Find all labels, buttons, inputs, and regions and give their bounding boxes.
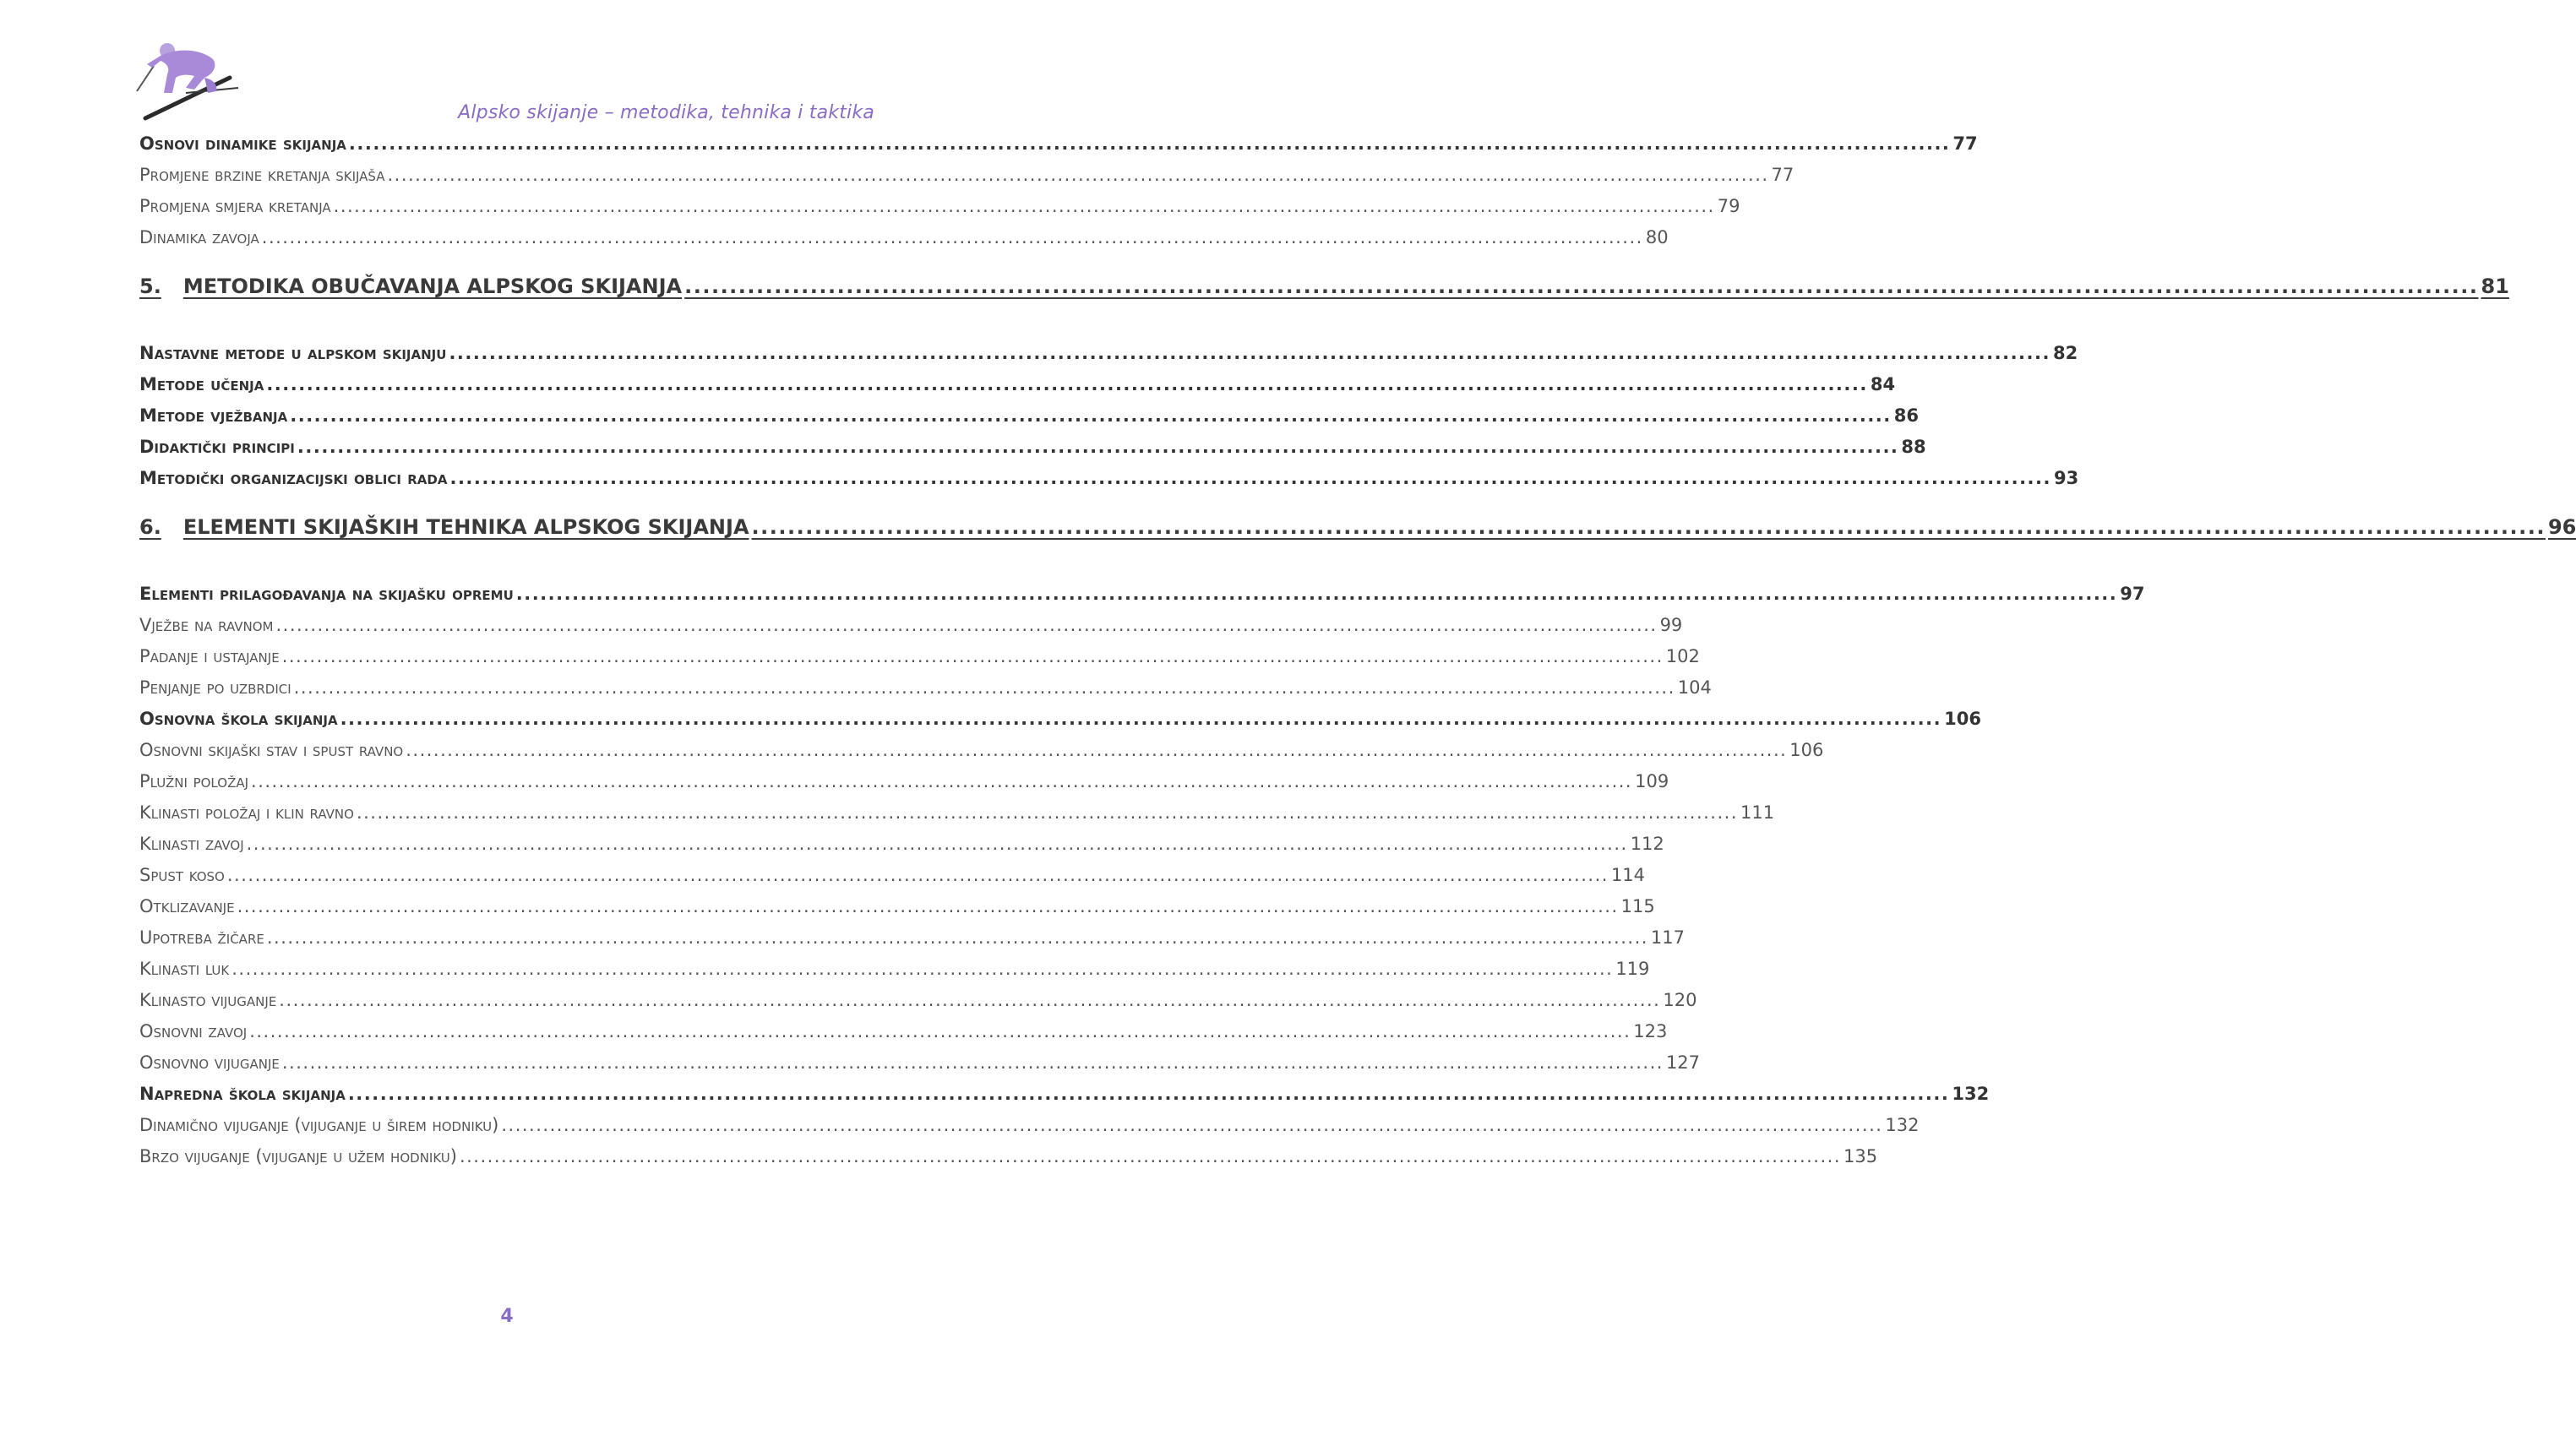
toc-label: Napredna škola skijanja — [139, 1084, 346, 1104]
toc-label: Plužni položaj — [139, 771, 249, 791]
toc-entry — [139, 1115, 1920, 1135]
toc-label: Elementi prilagođavanja na skijašku opremu — [139, 584, 514, 604]
toc-page-number: 84 — [1870, 374, 1896, 394]
toc-page-number: 115 — [1620, 896, 1655, 916]
toc-entry — [139, 740, 1824, 760]
toc-entry — [139, 584, 2145, 604]
toc-label: Penjanje po uzbrdici — [139, 677, 291, 698]
toc-label: Padanje i ustajanje — [139, 646, 280, 666]
toc-page-number: 119 — [1615, 959, 1650, 979]
toc-entry — [139, 709, 1981, 729]
toc-page-number: 106 — [1789, 740, 1824, 760]
header-title: Alpsko skijanje – metodika, tehnika i taktika — [458, 102, 874, 123]
toc-entry — [139, 990, 1697, 1010]
toc-entry — [139, 1052, 1701, 1073]
toc-label: Osnovni skijaški stav i spust ravno — [139, 740, 404, 760]
toc-label: Metodički organizacijski oblici rada — [139, 468, 448, 488]
toc-label: Metode vježbanja — [139, 405, 288, 426]
toc-page-number: 109 — [1635, 771, 1669, 791]
toc-page-number: 102 — [1665, 646, 1700, 666]
dot-leader: ........................................................................................................................................................................................................ — [231, 959, 1614, 979]
toc-entry — [139, 1146, 1878, 1166]
toc-label: Metode učenja — [139, 374, 264, 394]
dot-leader: ........................................................................................................................................................................................................ — [449, 468, 2051, 488]
toc-label: Klinasto vijuganje — [139, 990, 277, 1010]
toc-entry — [139, 1021, 1668, 1041]
toc-entry — [139, 896, 1655, 916]
toc-page-number: 112 — [1630, 834, 1664, 854]
dot-leader: ........................................................................................................................................................................................................ — [226, 865, 1609, 885]
toc-page-number: 77 — [1952, 133, 1978, 154]
toc-label: Dinamika zavoja — [139, 227, 259, 247]
toc-entry — [139, 374, 1896, 394]
toc-label: Osnovi dinamike skijanja — [139, 133, 346, 154]
toc-chapter — [139, 275, 2509, 298]
dot-leader: ........................................................................................................................................................................................................ — [246, 834, 1628, 854]
toc-label: Brzo vijuganje (vijuganje u užem hodniku) — [139, 1146, 457, 1166]
dot-leader: ........................................................................................................................................................................................................ — [347, 1084, 1950, 1104]
dot-leader: ........................................................................................................................................................................................................ — [237, 896, 1619, 916]
toc-page-number: 104 — [1677, 677, 1712, 698]
toc-entry — [139, 771, 1669, 791]
toc-label: Klinasti luk — [139, 959, 230, 979]
dot-leader: ........................................................................................................................................................................................................ — [251, 771, 1633, 791]
toc-label: Upotreba žičare — [139, 927, 264, 948]
toc-entry — [139, 959, 1650, 979]
page-number: 4 — [500, 1306, 514, 1327]
dot-leader: ........................................................................................................................................................................................................ — [348, 133, 1951, 154]
dot-leader: ........................................................................................................................................................................................................ — [293, 677, 1675, 698]
toc-page-number: 123 — [1633, 1021, 1668, 1041]
toc-page-number: 132 — [1952, 1084, 1990, 1104]
dot-leader: ........................................................................................................................................................................................................ — [281, 646, 1664, 666]
toc-page-number: 93 — [2053, 468, 2079, 488]
dot-leader: ........................................................................................................................................................................................................ — [281, 1052, 1664, 1073]
toc-page-number: 127 — [1665, 1052, 1701, 1073]
toc-entry — [139, 646, 1700, 666]
toc-entry — [139, 802, 1775, 823]
toc-label: Otklizavanje — [139, 896, 235, 916]
toc-page-number: 97 — [2120, 584, 2145, 604]
toc-entry — [139, 615, 1683, 635]
toc-label: ELEMENTI SKIJAŠKIH TEHNIKA ALPSKOG SKIJANJA — [182, 515, 749, 539]
toc-entry — [139, 468, 2079, 488]
toc-entry — [139, 437, 1926, 457]
toc-page-number: 132 — [1885, 1115, 1920, 1135]
toc-page-number: 106 — [1944, 709, 1981, 729]
toc-entry — [139, 133, 1978, 154]
dot-leader: ........................................................................................................................................................................................................ — [333, 196, 1715, 216]
dot-leader: ........................................................................................................................................................................................................ — [266, 927, 1648, 948]
toc-label: Dinamično vijuganje (vijuganje u širem hodniku) — [139, 1115, 499, 1135]
dot-leader: ........................................................................................................................................................................................................ — [459, 1146, 1842, 1166]
toc-page-number: 80 — [1645, 227, 1669, 247]
toc-entry — [139, 343, 2078, 363]
toc-page-number: 117 — [1650, 927, 1686, 948]
toc-entry — [139, 677, 1712, 698]
toc-label: Promjena smjera kretanja — [139, 196, 331, 216]
toc-page-number: 135 — [1844, 1146, 1878, 1166]
toc-label: Spust koso — [139, 865, 225, 885]
dot-leader: ........................................................................................................................................................................................................ — [249, 1021, 1631, 1041]
dot-leader: ........................................................................................................................................................................................................ — [356, 802, 1739, 823]
toc-page-number: 114 — [1610, 865, 1646, 885]
dot-leader: ........................................................................................................................................................................................................ — [266, 374, 1868, 394]
toc-page-number: 81 — [2481, 275, 2509, 298]
toc-entry — [139, 165, 1794, 185]
dot-leader: ........................................................................................................................................................................................................ — [275, 615, 1658, 635]
dot-leader: ........................................................................................................................................................................................................ — [406, 740, 1788, 760]
toc-entry — [139, 865, 1646, 885]
dot-leader: ........................................................................................................................................................................................................ — [261, 227, 1643, 247]
chapter-number: 5. — [139, 275, 161, 298]
dot-leader: ........................................................................................................................................................................................................ — [387, 165, 1769, 185]
toc-page-number: 99 — [1659, 615, 1683, 635]
toc-entry — [139, 227, 1669, 247]
toc-entry — [139, 405, 1919, 426]
dot-leader: ........................................................................................................................................................................................................ — [290, 405, 1892, 426]
toc-label: Promjene brzine kretanja skijaša — [139, 165, 385, 185]
toc-label: METODIKA OBUČAVANJA ALPSKOG SKIJANJA — [182, 275, 683, 298]
dot-leader: ........................................................................................................................................................................................................ — [297, 437, 1899, 457]
toc-entry — [139, 834, 1664, 854]
dot-leader: ........................................................................................................................................................................................................ — [279, 990, 1661, 1010]
skier-logo-icon — [135, 41, 262, 125]
toc-page-number: 96 — [2547, 515, 2576, 539]
toc-label: Vježbe na ravnom — [139, 615, 274, 635]
toc-chapter — [139, 515, 2576, 539]
toc-page-number: 111 — [1740, 802, 1775, 823]
dot-leader: ........................................................................................................................................................................................................ — [340, 709, 1942, 729]
toc-page-number: 77 — [1771, 165, 1794, 185]
toc-label: Nastavne metode u alpskom skijanju — [139, 343, 447, 363]
toc-label: Osnovna škola skijanja — [139, 709, 338, 729]
toc-label: Klinasti zavoj — [139, 834, 244, 854]
dot-leader: ........................................................................................................................................................................................................ — [449, 343, 2050, 363]
toc-chapter-title — [139, 515, 749, 539]
toc-label: Klinasti položaj i klin ravno — [139, 802, 354, 823]
toc-label: Osnovni zavoj — [139, 1021, 248, 1041]
toc-page-number: 82 — [2052, 343, 2078, 363]
toc-page-number: 120 — [1663, 990, 1697, 1010]
toc-entry — [139, 1084, 1990, 1104]
toc-entry — [139, 927, 1686, 948]
toc-entry — [139, 196, 1740, 216]
toc-page-number: 86 — [1893, 405, 1919, 426]
dot-leader: ........................................................................................................................................................................................................ — [501, 1115, 1883, 1135]
toc-chapter-title — [139, 275, 682, 298]
chapter-number: 6. — [139, 515, 161, 539]
dot-leader: ........................................................................................................................................................................................................ — [751, 515, 2546, 539]
dot-leader: ........................................................................................................................................................................................................ — [515, 584, 2118, 604]
toc-label: Osnovno vijuganje — [139, 1052, 280, 1073]
toc-page-number: 88 — [1901, 437, 1926, 457]
dot-leader: ........................................................................................................................................................................................................ — [684, 275, 2479, 298]
toc-label: Didaktički principi — [139, 437, 295, 457]
toc-page-number: 79 — [1717, 196, 1740, 216]
